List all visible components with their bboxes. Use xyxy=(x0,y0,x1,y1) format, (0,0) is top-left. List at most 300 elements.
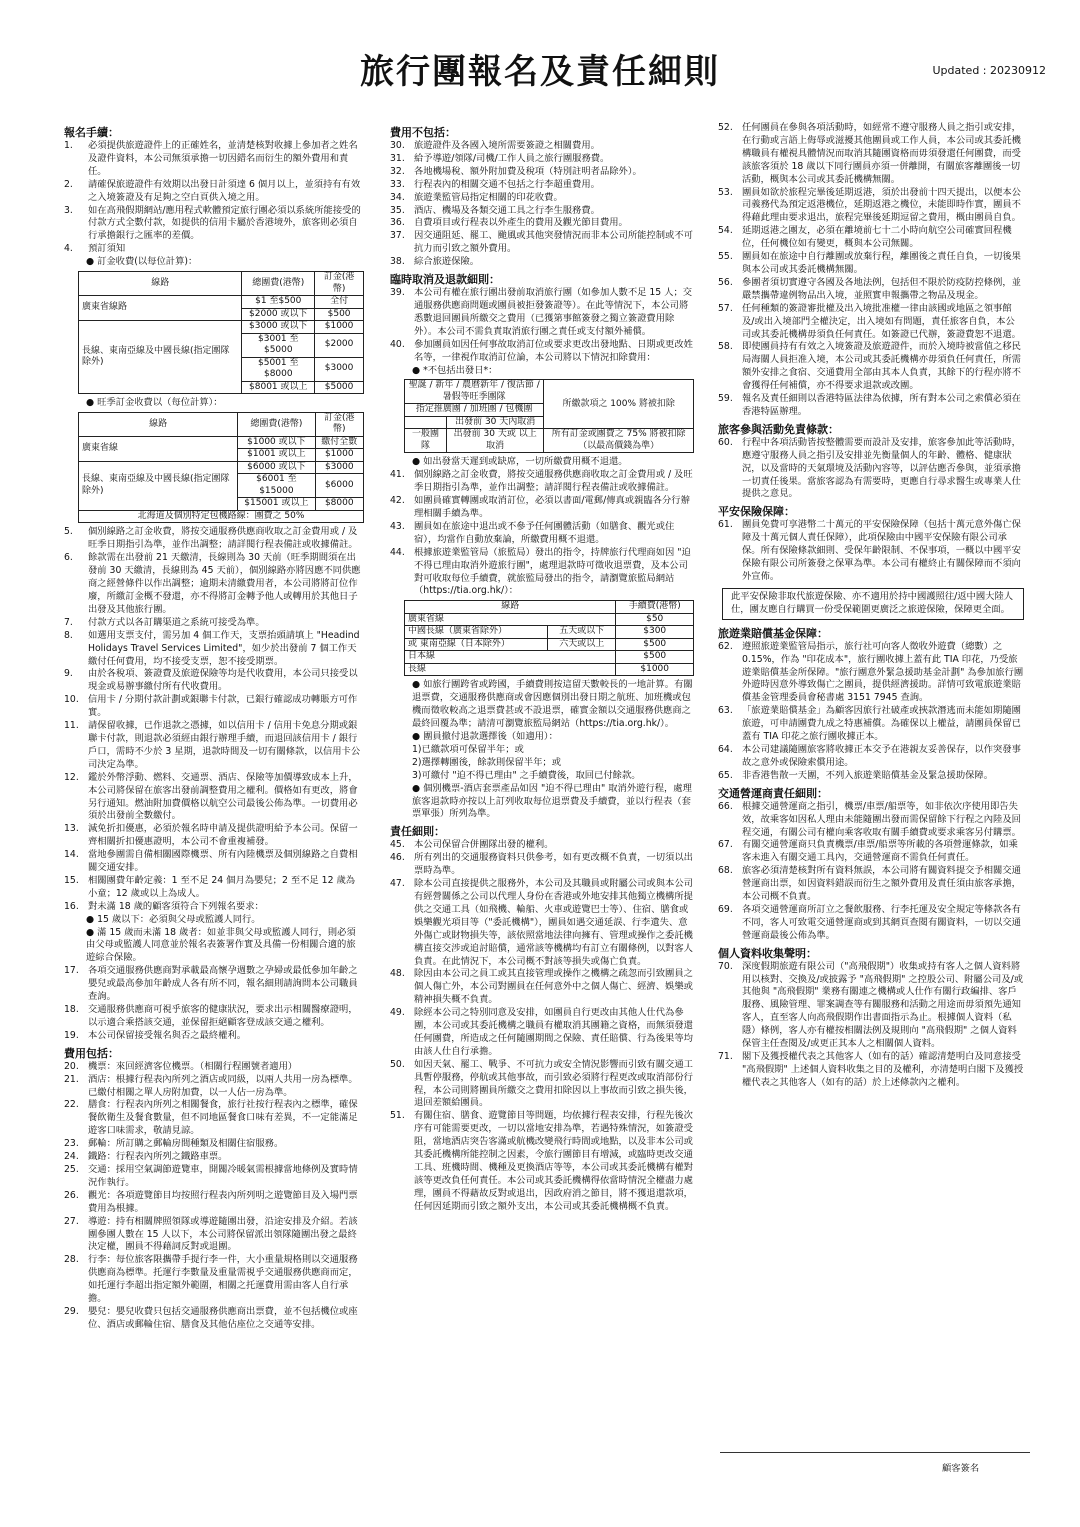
clause-text: 對未滿 18 歲的顧客須符合下列報名要求： xyxy=(88,900,264,912)
page-title: 旅行團報名及責任細則 xyxy=(360,52,720,92)
clause-item xyxy=(390,852,694,878)
table-cell: $1000 xyxy=(616,663,694,676)
clause-number: 28. xyxy=(64,1254,79,1266)
clause-number: 71. xyxy=(718,1051,733,1062)
clause-item xyxy=(718,393,1024,419)
table-cell: 指定推廣團 / 加班團 / 包機團 xyxy=(405,404,544,417)
table-cell: $15001 或以上 xyxy=(238,498,315,511)
table-cell: 六天或以上 xyxy=(548,638,616,651)
table-cell: $300 xyxy=(616,626,694,639)
insurance-note-box: 此平安保險非取代旅遊保險、亦不適用於持中國護照往/返中國大陸人仕，團友應自行購買一份受保範圍更廣泛之旅遊保險，保障更全面。 xyxy=(722,588,1024,620)
clause-text: 除本公司直接提供之服務外，本公司及其職員或附屬公司或與本公司有經營關係之公司以代理人身份在香港或外地安排其他獨立機構所提供之交通工具（如飛機、輪船、火車或遊覽巴士等）、住宿、膳食或娛樂觀光項目等（"委託機構"），團員如遇交通延誤、行李遺失、意外傷亡或財物損失等，該依照當地法律向擁有、管理或操作之委託機構直接交涉或追討賠償，通常該等機構均有訂立有關條例，以對客人負責。在此情況下，本公司概不對該等損失或傷亡負責。 xyxy=(414,878,693,967)
clause-item xyxy=(718,277,1024,303)
clause-text: 根據交通營運商之指引，機票/車票/船票等，如非依次序使用即告失效，故乘客如因私人理由未能隨團出發而需保留餘下行程之內陸及回程交通，有關公司有權向乘客收取有關手續費或要求乘客另付購票。 xyxy=(742,800,1021,838)
clause-item xyxy=(64,1254,364,1306)
clause-item xyxy=(64,1164,364,1190)
clause-number: 30. xyxy=(390,140,405,151)
clause-item xyxy=(390,179,694,192)
clause-text: 有關住宿、膳食、遊覽節目等問題，均依據行程表安排，行程先後次序有可能需要更改，一切以當地安排為準，若遇特殊情況，如簽證受阻，當地酒店突告客滿或航機改變飛行時間或地點，以及非本公司或其委託機構所能控制之因素，令旅行團節目有增減，或臨時更改交通工具、班機時間、機種及更換酒店等等，本公司或其委託機構有權對該等更改負任何責任。本公司或其委託機構得依當時情況全權盡力處理，團員不得藉故反對或退出，因政府消之節目，將不獲退還款項，任何因延期而引致之額外支出，本公司或其委託機構概不負責。 xyxy=(414,1110,693,1212)
clause-number: 65. xyxy=(718,769,733,781)
clause-text: 當地參團需自備相關國際機票、所有內陸機票及個別線路之自費相關交通安排。 xyxy=(88,849,358,874)
clause-text: 預訂須知 xyxy=(88,243,126,255)
section-heading-cancel: 臨時取消及退款細則： xyxy=(390,273,500,287)
section-heading-privacy: 個人資料收集聲明： xyxy=(718,946,817,960)
clause-text: 團員免費可享港幣二十萬元的平安保險保障（包括十萬元意外傷亡保障及十萬元個人責任保障），此項保險由中國平安保險有限公司承保。所有保險條款細則、受保年齡限制、不保事項，一概以中國平安保險有限公司所簽發之保單為準。本公司有權終止有關保障而不須向外宣佈。 xyxy=(742,519,1021,582)
clause-item xyxy=(64,694,364,720)
clause-list xyxy=(718,961,1024,1090)
clause-item xyxy=(64,243,364,256)
clause-number: 20. xyxy=(64,1060,79,1072)
clause-text: 餘款需在出發前 21 天繳清，長線則為 30 天前（旺季期間須在出發前 30 天繳清，長線則為 45 天前），個別線路亦將因應不同供應商之經營條件以作出調整；逾期未清繳費用者，本公司將將訂位作廢，所繳訂金概不發還，亦不得將訂金轉予他人或轉用於其他日子出發及其他旅行團。 xyxy=(88,552,361,615)
clause-item xyxy=(718,251,1024,277)
sub-bullet: ● 如出發當天遲到或缺席，一切所繳費用概不退還。 xyxy=(412,456,628,468)
clause-text: 如因天氣、罷工、戰爭、不可抗力或安全情況影響而引致有關交通工具暫停服務，停航或其他事故，而引致必須將行程更改或取消部份行程，本公司則將團員所繳交之費用扣除因以上事故而引致之損失後，退回差額給團員。 xyxy=(414,1058,693,1109)
clause-number: 8. xyxy=(64,629,73,641)
sub-bullet: ● 團員撤付退款選擇後（如適用）： xyxy=(412,731,558,742)
table-cell: 中國長線（廣東省除外） xyxy=(405,626,548,639)
clause-item xyxy=(64,526,364,552)
clause-number: 61. xyxy=(718,519,733,531)
clause-item xyxy=(718,801,1024,840)
clause-list xyxy=(718,519,1024,584)
clause-number: 57. xyxy=(718,302,733,314)
table-cell: 五天或以下 xyxy=(548,626,616,639)
table-cell: $500 xyxy=(616,638,694,651)
deposit-title: ● 訂金收費(以每位計算)： xyxy=(86,256,198,268)
clause-number: 70. xyxy=(718,960,733,972)
section-heading-activity: 旅客參與活動免責條款： xyxy=(718,422,839,436)
table-cell: 出發前 30 天或 以上取消 xyxy=(447,429,544,453)
clause-number: 1. xyxy=(64,140,73,151)
clause-number: 59. xyxy=(718,393,733,405)
clause-text: 鐵路：行程表內所列之鐵路車票。 xyxy=(88,1151,228,1163)
clause-text: 延期返港之團友，必須在離境前七十二小時向航空公司確實回程機位，任何機位如有變更，概與本公司無關。 xyxy=(742,225,1012,250)
clause-item xyxy=(718,437,1024,502)
section-heading-responsibility: 責任細則： xyxy=(390,825,445,839)
clause-text: 因交通阻延、罷工、颱風或其他突發情況而非本公司所能控制或不可抗力而引致之額外費用。 xyxy=(414,230,693,255)
clause-text: 如選用支票支付，需另加 4 個工作天，支票抬頭請填上 "Headind Holidays Travel Services Limited"，如少於出發前 7 個工作天繳付任何費用，均不接受支票，恕不接受期票。 xyxy=(88,629,360,667)
clause-item xyxy=(64,1306,364,1332)
clause-item xyxy=(64,901,364,914)
clause-number: 33. xyxy=(390,178,405,190)
clause-number: 47. xyxy=(390,878,405,890)
clause-list xyxy=(64,1061,364,1332)
clause-number: 38. xyxy=(390,256,405,268)
clause-number: 31. xyxy=(390,152,405,164)
clause-text: 參加團員如因任何事故取消訂位或要求更改出發地點、日期或更改姓名等，一律視作取消訂位論，本公司將以下情況扣除費用： xyxy=(414,338,693,363)
clause-text: 參團者須切實遵守各國及各地法例，包括但不限於防疫防控條例，並嚴禁攜帶違例物品出入境，並照實申報攜帶之物品及現金。 xyxy=(742,276,1021,301)
peak-title: ● 旺季訂金收費以（每位計算）： xyxy=(86,397,223,409)
clause-text: 個別線路之訂金收費，將按交通服務供應商收取之訂金費用或 / 及旺季日期指引為準，並作出調整；請詳閱行程表備註或收據備註。 xyxy=(414,469,693,494)
table-cell: 或 東南亞線（日本除外） xyxy=(405,638,548,651)
clause-text: 嬰兒：嬰兒收費只包括交通服務供應商出票費，並不包括機位或座位、酒店或郵輪住宿、膳食及其他佔座位之交通等安排。 xyxy=(88,1305,358,1330)
table-cell: 聖誕 / 新年 / 農曆新年 / 復活節 / 暑假等旺季團隊 xyxy=(405,380,544,404)
clause-text: 本公司建議隨團旅客將收據正本交予在港親友妥善保存，以作突發事故之意外或保險索償用途。 xyxy=(742,743,1021,768)
clause-number: 54. xyxy=(718,225,733,237)
table-cell: $3001 至$5000 xyxy=(242,333,315,357)
clause-item xyxy=(64,668,364,694)
sub-bullet: ● 如旅行團跨省或跨國，手續費則按這留天數較長的一地計算。有關退票費，交通服務供應商或會因應個別出發日期之航班、加班機或包機而徵收較高之退票費甚或不設退票，確實金額以交通服務供應商之最終回覆為準；請清可瀏覽旅監局網站（https://tia.org.hk/）。 xyxy=(412,679,693,730)
clause-item xyxy=(718,705,1024,744)
table-cell: $500 xyxy=(315,308,364,321)
clause-item xyxy=(64,965,364,1004)
clause-item xyxy=(718,904,1024,943)
clause-number: 21. xyxy=(64,1073,79,1085)
clause-item xyxy=(390,469,694,495)
clause-number: 22. xyxy=(64,1099,79,1111)
clause-item xyxy=(718,341,1024,393)
clause-item xyxy=(390,521,694,547)
clause-text: 機票：來回經濟客位機票。（相關行程團號者適用） xyxy=(88,1060,298,1072)
clause-item xyxy=(390,256,694,269)
table-cell: $1000 xyxy=(315,321,364,334)
clause-item xyxy=(64,1030,364,1043)
clause-text: 酒店：根據行程表內所列之酒店或同級，以兩人共用一房為標準。已繳付相關之單人房附加費，以一人佔一房為準。 xyxy=(88,1073,358,1098)
clause-text: 旅遊業監管局指定相關的印花收費。 xyxy=(414,191,563,203)
clause-text: 行程表內的相關交通不包括之行李超重費用。 xyxy=(414,178,600,190)
clause-number: 27. xyxy=(64,1215,79,1227)
signature-label: 顧客簽名 xyxy=(942,1463,980,1474)
clause-number: 13. xyxy=(64,823,79,835)
clause-list xyxy=(64,140,364,256)
clause-list xyxy=(64,965,364,1042)
clause-item xyxy=(390,1007,694,1059)
clause-number: 6. xyxy=(64,552,73,564)
clause-number: 69. xyxy=(718,903,733,915)
clause-item xyxy=(64,205,364,244)
clause-number: 15. xyxy=(64,874,79,886)
table-cell: $6000 xyxy=(315,474,363,498)
clause-text: 團員如欲於旅程完畢後延期返港，須於出發前十四天提出，以便本公司義務代為預定返港機位，延期返港之機位，未能即時作實，團員不得藉此理由要求退出，旅程完畢後延期逗留之費用，概由團員自負。 xyxy=(742,186,1021,224)
clause-text: 導遊：持有相關牌照領隊或導遊隨團出發，沿途安排及介紹。若該團參團人數在 15 人以下，本公司將保留派出領隊隨團出發之最終決定權，團員不得藉詞反對或退團。 xyxy=(88,1215,358,1253)
cancel-table xyxy=(404,379,694,453)
table-header: 訂金(港幣) xyxy=(315,412,363,436)
column-1 xyxy=(64,122,364,1332)
table-cell: $1000 xyxy=(315,449,363,462)
clause-number: 14. xyxy=(64,849,79,861)
clause-item xyxy=(718,744,1024,770)
clause-text: 本公司保留合併團隊出發的權利。 xyxy=(414,839,554,851)
clause-number: 64. xyxy=(718,743,733,755)
clause-item xyxy=(64,630,364,669)
clause-text: 旅客必須清楚核對所有資料無誤，本公司將有關資料提交予相關交通營運商出票，如因資料錯誤而衍生之額外費用及責任須由旅客承擔，本公司概不負責。 xyxy=(742,865,1021,903)
clause-item xyxy=(390,1110,694,1213)
updated-date: Updated : 20230912 xyxy=(932,64,1046,77)
clause-number: 23. xyxy=(64,1138,79,1150)
table-cell: $500 xyxy=(616,651,694,664)
clause-number: 17. xyxy=(64,965,79,977)
clause-item xyxy=(64,1190,364,1216)
clause-item xyxy=(64,1138,364,1151)
clause-text: 有關交通營運商只負責機票/車票/船票等所載的各項營運條款，如乘客未進入有關交通工具內，交通營運商不需負任何責任。 xyxy=(742,839,1018,864)
clause-item xyxy=(64,823,364,849)
sub-bullet: ● 滿 15 歲而未滿 18 歲者：如並非與父母或監護人同行，則必須由父母或監護人同意並於報名表簽署作實及具備一份相關合適的旅遊綜合保險。 xyxy=(86,926,356,964)
clause-item xyxy=(718,187,1024,226)
clause-item xyxy=(718,839,1024,865)
clause-number: 26. xyxy=(64,1189,79,1201)
section-heading-insurance: 平安保險保障： xyxy=(718,505,795,519)
clause-number: 4. xyxy=(64,243,73,255)
clause-text: 各項交通服務供應商對承載最高懷孕週數之孕婦或最低參加年齡之嬰兒或最高參加年齡成人各有所不同，報名細則請詢問本公司職員查詢。 xyxy=(88,965,358,1003)
clause-number: 24. xyxy=(64,1151,79,1163)
clause-text: 各項交通營運商所訂立之餐飲服務、行李托運及安全規定等條款各有不同，客人可致電交通營運商或到其網頁查閱有關資料，一切以交通營運商最後公佈為準。 xyxy=(742,903,1021,941)
clause-text: 閣下及獲授權代表之其他客人（如有的話）確認清楚明白及同意接受 "高飛假期" 上述個人資料收集之目的及權利，亦清楚明白閣下及獲授權代表之其他客人（如有的話）於上述條款內之權利。 xyxy=(742,1051,1024,1088)
table-cell: 長線、東南亞線及中國長線(指定團隊除外) xyxy=(79,321,242,394)
clause-item xyxy=(390,153,694,166)
clause-item xyxy=(390,968,694,1007)
clause-text: 酒店、機場及各類交通工具之行李生服務費。 xyxy=(414,204,600,216)
table-cell: $6001 至$15000 xyxy=(238,474,315,498)
table-cell: $8000 xyxy=(315,498,363,511)
clause-item xyxy=(64,1151,364,1164)
clause-item xyxy=(718,303,1024,342)
clause-number: 10. xyxy=(64,694,79,706)
sub-bullet: ● 15 歲以下：必須與父母或監護人同行。 xyxy=(86,913,261,925)
clause-text: 行程中各項活動皆按整體需要而設計及安排，旅客參加此等活動時，應遵守服務人員之指引及安排並先衡量個人的年齡、體格、健康狀況，以及當時的天氣環境及活動內容等，以評估應否參與，並須承擔一切責任後果。當旅客認為有需要時，更應自行尋求醫生或專業人仕提供之意見。 xyxy=(742,436,1021,500)
table-cell: $5000 xyxy=(315,381,364,394)
clause-text: 非香港售散一天團，不列入旅遊業賠償基金及緊急援助保障。 xyxy=(742,769,994,781)
clause-item xyxy=(64,1099,364,1138)
peak-deposit-table xyxy=(78,412,364,524)
clause-item xyxy=(390,166,694,179)
sub-choice: 3)可繳付 "迫不得已理由" 之手續費後，取回已付餘款。 xyxy=(412,769,641,781)
clause-item xyxy=(718,641,1024,706)
clause-text: 自費項目或行程表以外產生的費用及觀光節目費用。 xyxy=(414,217,628,229)
table-cell: $50 xyxy=(616,613,694,626)
clause-item xyxy=(390,878,694,968)
clause-text: 交通服務供應商可視乎旅客的健康狀況，要求出示相關醫療證明，以示適合乘搭該交通，並保留拒絕顧客登成該交通之權利。 xyxy=(88,1004,358,1028)
clause-list xyxy=(390,140,694,269)
clause-number: 52. xyxy=(718,122,733,133)
table-cell: $3000 xyxy=(315,357,364,381)
table-header: 手續費(港幣) xyxy=(616,601,694,614)
clause-text: 任何種類的簽證審批權及出入境批准權一律由該國或地區之領事館及/或出入境部門全權決定，出入境如有問題，責任旅客自負，本公司或其委託機構毋須負任何責任。如簽證已代辦，簽證費恕不退還。 xyxy=(742,302,1021,340)
clause-text: 即使團員持有有效之入境簽證及旅遊證件，而於入境時被當值之移民局海關人員拒准入境，本公司或其委託機構亦毋須負任何責任，所需額外安排之食宿、交通費用全部由其本人負責，其餘下的行程亦將不會獲得任何補償，亦不得要求退款或改團。 xyxy=(742,341,1021,392)
clause-item xyxy=(64,617,364,630)
fee-table xyxy=(404,600,694,676)
clause-item xyxy=(64,849,364,875)
clause-item xyxy=(64,720,364,772)
table-header: 訂金(港幣) xyxy=(315,272,364,296)
clause-number: 3. xyxy=(64,204,73,216)
clause-item xyxy=(64,552,364,617)
table-cell: 長線、東南亞線及中國長線(指定團隊除外) xyxy=(79,461,238,510)
sub-choice: 1)已繳款項可保留半年；或 xyxy=(412,743,524,755)
clause-number: 39. xyxy=(390,287,405,299)
clause-item xyxy=(390,230,694,256)
clause-number: 9. xyxy=(64,668,73,680)
clause-number: 19. xyxy=(64,1029,79,1041)
clause-item xyxy=(390,140,694,153)
clause-item xyxy=(390,495,694,521)
section-heading-transport: 交通營運商責任細則： xyxy=(718,786,828,800)
clause-item xyxy=(718,961,1024,1051)
clause-number: 41. xyxy=(390,469,405,481)
sub-bullet: ● 個別機票-酒店套票產品如因 "迫不得已理由" 取消外遊行程，處理旅客退款時亦按以上訂列收取每位退票費及手續費，並以行程表（套票單張）所列為準。 xyxy=(412,782,692,820)
table-cell xyxy=(405,416,447,429)
table-cell: $3000 或以下 xyxy=(242,321,315,334)
clause-item xyxy=(64,140,364,179)
clause-number: 32. xyxy=(390,165,405,177)
table-cell: 出發前 30 天內取消 xyxy=(447,416,544,429)
clause-item xyxy=(64,1061,364,1074)
table-cell: 全付 xyxy=(315,296,364,309)
clause-text: 如在高飛假期網站/應用程式軟體預定旅行團必須以系統所能接受的付款方式全數付款，如提供的信用卡屬於香港境外，旅客則必須自行承擔銀行之匯率的差價。 xyxy=(88,204,361,242)
table-cell: 繳付全數 xyxy=(315,436,363,449)
clause-text: 請確保旅遊證件有效期以出發日計須達 6 個月以上，並須持有有效之入境簽證及有足夠之空白頁供入境之用。 xyxy=(88,178,361,203)
clause-item xyxy=(390,839,694,852)
clause-list xyxy=(390,287,694,364)
clause-number: 43. xyxy=(390,520,405,532)
clause-text: 「旅遊業賠償基金」為顧客因旅行社破產或挾款潛逃而未能如期隨團旅遊，可申請團費九成之特惠補償。為確保以上權益，請團員保留已蓋有 TIA 印花之旅行團收據正本。 xyxy=(742,705,1021,743)
clause-item xyxy=(718,1051,1024,1090)
clause-item xyxy=(718,122,1024,187)
clause-number: 62. xyxy=(718,640,733,652)
clause-number: 45. xyxy=(390,839,405,851)
clause-number: 29. xyxy=(64,1305,79,1317)
clause-text: 觀光：各項遊覽節目均按照行程表內所列明之遊覽節目及入場門票費用為根據。 xyxy=(88,1189,358,1214)
clause-item xyxy=(64,1216,364,1255)
clause-text: 團員如在旅途中自行離團或放棄行程，離團後之責任自負，一切後果與本公司或其委託機構無關。 xyxy=(742,251,1021,275)
clause-number: 16. xyxy=(64,900,79,912)
sub-choice: 2)選擇轉團後，餘款則保留半年；或 xyxy=(412,756,561,768)
clause-text: 除經本公司之特別同意及安排，如團員自行更改由其他人仕代為參團，本公司或其委託機構之職員有權取消其團籍之資格，而無須發還任何團費，所造成之任何隨團期間之保險、責任賠償、行為後果等均由該人仕自行承擔。 xyxy=(414,1007,693,1057)
clause-number: 68. xyxy=(718,865,733,877)
table-cell: $1000 或以下 xyxy=(238,436,315,449)
clause-text: 個別線路之訂金收費，將按交通服務供應商收取之訂金費用或 / 及旺季日期指引為準，並作出調整；請詳閱行程表備註或收據備註。 xyxy=(88,526,358,551)
clause-number: 34. xyxy=(390,191,405,203)
column-3 xyxy=(718,122,1024,1090)
clause-number: 63. xyxy=(718,705,733,717)
clause-number: 18. xyxy=(64,1004,79,1015)
clause-text: 膳食：行程表內所列之相關餐食，旅行社按行程表內之標準，確保餐飲衛生及餐食數量，但不同地區餐食口味有差異，不一定能滿足遊客口味需求，敬請見諒。 xyxy=(88,1099,358,1137)
clause-item xyxy=(64,772,364,824)
clause-text: 請保留收據，已作退款之憑據，如以信用卡 / 信用卡免息分期或銀聯卡付款，則退款必須經由銀行辦理手續，而退回該信用卡 / 銀行戶口，需時不少於 3 星期，退款時間及一切有關條款，以信用卡公司決定為準。 xyxy=(88,720,361,770)
clause-number: 56. xyxy=(718,276,733,288)
clause-item xyxy=(390,287,694,339)
clause-text: 付款方式以各訂購渠道之系統可接受為準。 xyxy=(88,616,265,628)
table-header: 總團費(港幣) xyxy=(242,272,315,296)
clause-list xyxy=(718,437,1024,502)
clause-text: 深度假期旅遊有限公司（"高飛假期"）收集或持有客人之個人資料將用以核對、交換及/或披露予 "高飛假期" 之控股公司、附屬公司及/或其他與 "高飛假期" 業務有關連之機構或人仕作有關行政編排、客戶服務、風險管理、罪案調查等有關服務和活動之用途而毋須預先通知客人，直至客人向高飛假期作出書面指示為止。根據個人資料（私隱）條例，客人亦有權按相關法例及規則向 "高飛假期" 之個人資料保管主任查閱及/或更正其本人之相關個人資料。 xyxy=(742,960,1024,1050)
clause-text: 根據旅遊業監管局（旅監局）發出的指令，持牌旅行代理商如因 "迫不得已理由取消外遊旅行團"，處理退款時可徵收退票費，及本公司對可收取每位手續費，就旅監局發出的指令，請瀏覽旅監局網站（https://tia.org.hk/）： xyxy=(414,546,691,597)
clause-item xyxy=(390,339,694,365)
clause-item xyxy=(718,865,1024,904)
table-cell: $2000 xyxy=(315,333,364,357)
table-cell: $5001 至$8000 xyxy=(242,357,315,381)
clause-number: 66. xyxy=(718,800,733,812)
table-cell: 廣東省線 xyxy=(79,436,238,461)
clause-item xyxy=(390,1059,694,1111)
clause-text: 除因由本公司之員工或其直接管理或操作之機構之疏忽而引致團員之個人傷亡外，本公司對團員在任何意外中之個人傷亡、經濟、娛樂或精神損失概不負責。 xyxy=(414,968,693,1006)
clause-number: 5. xyxy=(64,526,73,538)
clause-text: 本公司保留接受報名與否之最終權利。 xyxy=(88,1029,247,1041)
clause-number: 55. xyxy=(718,251,733,263)
table-cell: $6000 或以下 xyxy=(238,461,315,474)
clause-number: 60. xyxy=(718,436,733,448)
clause-text: 行李：每位旅客限攜帶手提行李一件，大小重量規格則以交通服務供應商為標準。托運行李數量及重量需視乎交通服務供應商而定，如托運行李超出指定額外範圍，相關之托運費用需由客人自行承擔。 xyxy=(88,1254,358,1305)
clause-text: 相關團費年齡定義：1 至不足 24 個月為嬰兒；2 至不足 12 歲為小童；12 歲或以上為成人。 xyxy=(88,874,356,899)
clause-number: 40. xyxy=(390,338,405,350)
clause-number: 7. xyxy=(64,616,73,628)
clause-text: 綜合旅遊保險。 xyxy=(414,256,480,268)
clause-number: 2. xyxy=(64,178,73,190)
clause-number: 37. xyxy=(390,230,405,242)
clause-text: 報名及責任細則以香港特區法律為依據，所有對本公司之索償必須在香港特區辦理。 xyxy=(742,393,1021,417)
clause-number: 11. xyxy=(64,720,79,732)
table-cell: 日本線 xyxy=(405,651,616,664)
section-heading-excluded: 費用不包括： xyxy=(390,126,456,139)
table-cell: $3000 xyxy=(315,461,363,474)
clause-text: 由於各稅項、簽證費及旅遊保險等均是代收費用，本公司只接受以現金或易辦事繳付所有代收費用。 xyxy=(88,668,358,693)
clause-item xyxy=(390,192,694,205)
deposit-table xyxy=(78,271,364,394)
clause-text: 遵照旅遊業監管局指示，旅行社可向客人徵收外遊費（總數）之 0.15%，作為 "印花成本"，旅行團收據上蓋有此 TIA 印花，乃受旅遊業賠償基金所保障。"旅行團意外緊急援助基金計劃" 為參加旅行團外遊時因意外導致傷亡之團員，提供經濟援助。詳情可致電旅遊業賠償基金管理委員會秘書處 3151 7945 查詢。 xyxy=(742,640,1024,704)
table-cell: 廣東省線路 xyxy=(79,296,242,321)
clause-item xyxy=(64,1004,364,1030)
table-cell: 長線 xyxy=(405,663,616,676)
clause-number: 42. xyxy=(390,495,405,507)
section-heading-register: 報名手續： xyxy=(64,126,119,139)
table-header: 線路 xyxy=(79,272,242,296)
clause-list xyxy=(718,122,1024,419)
clause-item xyxy=(718,519,1024,584)
clause-list xyxy=(390,839,694,1213)
table-cell: 北海道及個別特定包機路線：團費之 50% xyxy=(79,510,364,523)
clause-number: 50. xyxy=(390,1058,405,1070)
clause-number: 12. xyxy=(64,771,79,783)
clause-number: 44. xyxy=(390,546,405,558)
clause-item xyxy=(390,547,694,599)
clause-text: 郵輪：所訂購之郵輪房間種類及相關住宿服務。 xyxy=(88,1138,284,1150)
clause-text: 交通：採用空氣調節遊覽車，開關冷暖氣需根據當地條例及實時情況作執行。 xyxy=(88,1163,358,1188)
clause-text: 信用卡 / 分期付款計劃或銀聯卡付款，已銀行確認成功轉賬方可作實。 xyxy=(88,694,358,719)
clause-text: 鑑於外幣浮動、燃料、交通票、酒店、保險等加價導致成本上升，本公司將保留在旅客出發前調整費用之權利。價格如有更改，將會另行通知。燃油附加費價格以航空公司最後公佈為準。一切費用必須於出發前全數繳付。 xyxy=(88,771,358,822)
clause-list xyxy=(718,801,1024,943)
signature-line xyxy=(720,1452,1030,1453)
clause-list xyxy=(718,641,1024,783)
clause-number: 51. xyxy=(390,1110,405,1122)
clause-number: 58. xyxy=(718,341,733,353)
table-cell: $1001 或以上 xyxy=(238,449,315,462)
clause-list xyxy=(390,469,694,598)
clause-number: 67. xyxy=(718,839,733,851)
section-heading-included: 費用包括： xyxy=(64,1046,119,1060)
clause-number: 25. xyxy=(64,1163,79,1175)
table-header: 線路 xyxy=(405,601,616,614)
column-2 xyxy=(390,122,694,1214)
clause-number: 49. xyxy=(390,1007,405,1019)
clause-text: 減免折扣優惠，必須於報名時申請及提供證明給予本公司。保留一齊相關折扣優惠證明，本公司不會重複補發。 xyxy=(88,823,358,848)
clause-item xyxy=(390,217,694,230)
table-cell: 廣東省線 xyxy=(405,613,616,626)
clause-text: 本公司有權在旅行團出發前取消旅行團（如參加人數不足 15 人；交通服務供應商問題或團員被拒發簽證等）。在此等情況下，本公司將悉數退回團員所繳交之費用（已獲第事館簽發之獨立簽證費用除外）。本公司不需負責取消旅行團之責任或支付額外補償。 xyxy=(414,287,693,337)
clause-number: 53. xyxy=(718,186,733,198)
sub-bullet: ● *不包括出發日*： xyxy=(412,364,498,376)
clause-text: 旅遊證件及各國入境所需要簽證之相關費用。 xyxy=(414,140,600,151)
clause-number: 48. xyxy=(390,968,405,980)
clause-item xyxy=(64,875,364,901)
table-cell: $1 至$500 xyxy=(242,296,315,309)
table-header: 線路 xyxy=(79,412,238,436)
clause-number: 35. xyxy=(390,204,405,216)
table-header: 總團費(港幣) xyxy=(238,412,315,436)
table-cell: 一般團隊 xyxy=(405,429,447,453)
clause-text: 如團員確實轉團或取消訂位，必須以書面/電郵/傳真或親臨各分行辦理相關手續為準。 xyxy=(414,495,690,520)
clause-item xyxy=(718,770,1024,783)
table-cell: 所繳款項之 100% 將被扣除 xyxy=(544,380,694,429)
clause-text: 給予導遊/領隊/司機/工作人員之旅行團服務費。 xyxy=(414,152,610,164)
